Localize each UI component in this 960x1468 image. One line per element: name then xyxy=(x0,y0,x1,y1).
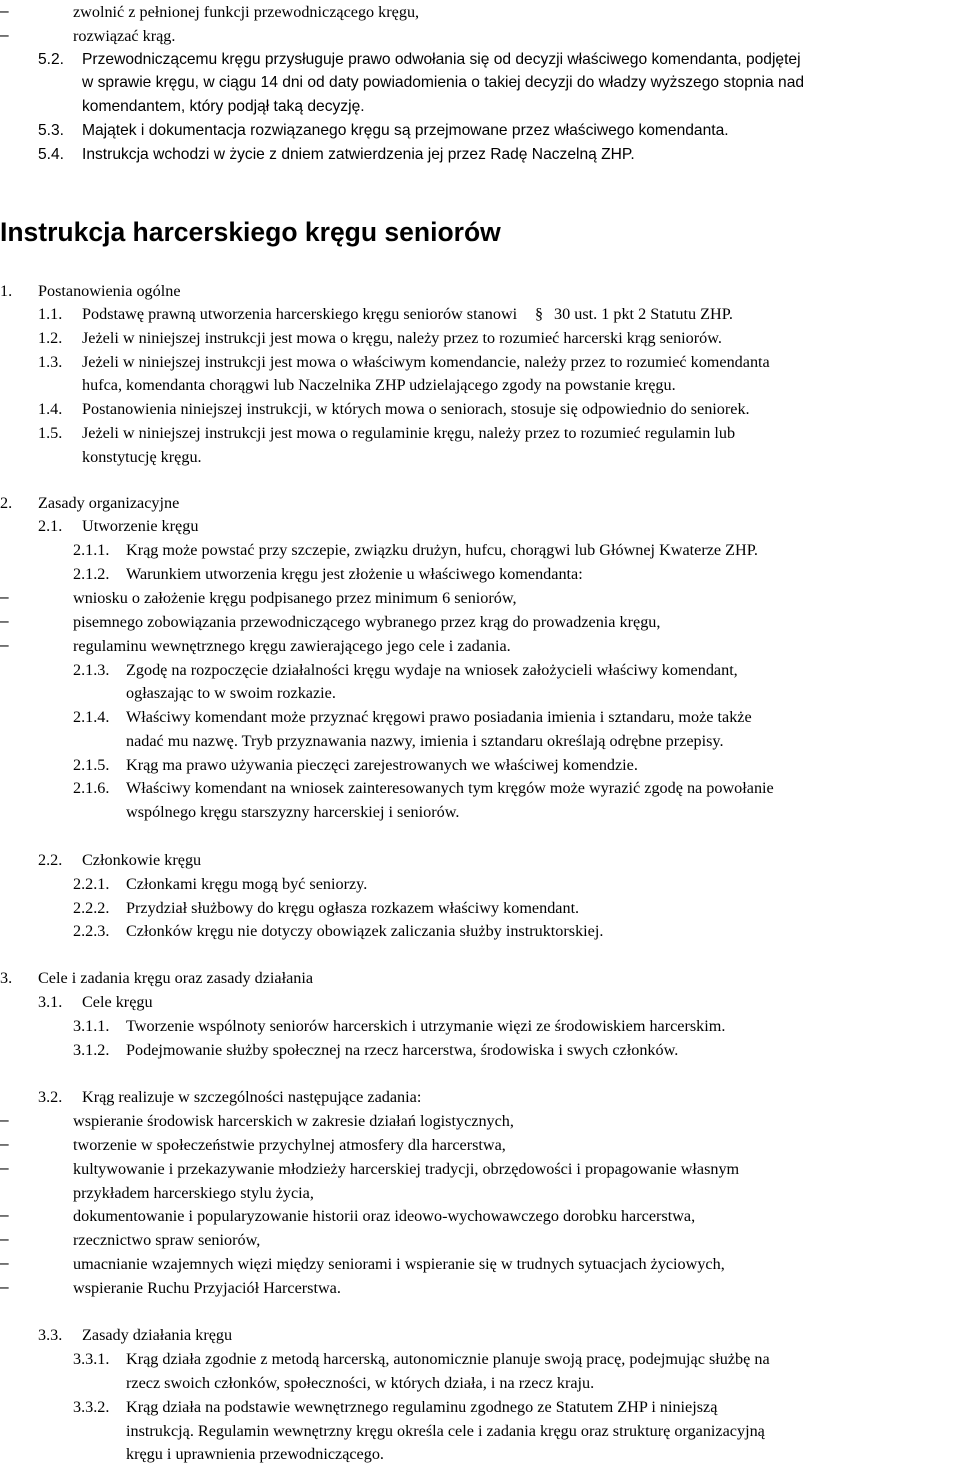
paragraph-1-2: 1.2. Jeżeli w niniejszej instrukcji jest mowa o kręgu, należy przez to rozumieć harcerski krąg seniorów. xyxy=(38,329,722,347)
paragraph-sign: § xyxy=(535,305,544,323)
paragraph-1-4: 1.4. Postanowienia niniejszej instrukcji, w których mowa o seniorach, stosuje się odpowiednio do seniorek. xyxy=(38,400,750,418)
dash-bullet: – xyxy=(0,27,9,44)
paragraph-number: 2.1.1. xyxy=(73,541,110,559)
paragraph-line: ogłaszając to w swoim rozkazie. xyxy=(126,684,336,702)
subsection-number: 3.2. xyxy=(38,1088,63,1106)
paragraph-number: 2.1.5. xyxy=(73,756,110,774)
paragraph-3-1-1: 3.1.1. Tworzenie wspólnoty seniorów harcerskich i utrzymanie więzi ze środowiskiem harcerskim. xyxy=(73,1017,726,1035)
dash-item: – kultywowanie i przekazywanie młodzieży harcerskiej tradycji, obrzędowości i propagowanie własnym xyxy=(0,1160,740,1178)
paragraph-2-1-3: 2.1.3. Zgodę na rozpoczęcie działalności kręgu wydaje na wniosek założycieli właściwy komendant, xyxy=(73,661,738,679)
paragraph-line: instrukcją. Regulamin wewnętrzny kręgu określa cele i zadania kręgu oraz strukturę organizacyjną xyxy=(126,1422,765,1440)
subsection-heading: 3.3. Zasady działania kręgu xyxy=(38,1326,233,1344)
dash-bullet: – xyxy=(0,613,9,630)
paragraph-number: 1.5. xyxy=(38,424,63,442)
paragraph-line: kręgu i uprawnienia przewodniczącego. xyxy=(126,1445,384,1463)
paragraph-1-5: 1.5. Jeżeli w niniejszej instrukcji jest mowa o regulaminie kręgu, należy przez to rozumieć regulamin lub xyxy=(38,424,736,442)
paragraph-line: nadać mu nazwę. Tryb przyznawania nazwy, imienia i sztandaru określają odrębne przepisy. xyxy=(126,732,724,750)
dash-item: – tworzenie w społeczeństwie przychylnej atmosfery dla harcerstwa, xyxy=(0,1136,506,1154)
dash-item: – umacnianie wzajemnych więzi między seniorami i wspieranie się w trudnych sytuacjach życiowych, xyxy=(0,1255,725,1273)
paragraph-line: konstytucję kręgu. xyxy=(82,448,202,466)
subsection-heading: 2.2. Członkowie kręgu xyxy=(38,851,202,869)
subsection-heading: 2.1. Utworzenie kręgu xyxy=(38,517,199,535)
paragraph-number: 1.4. xyxy=(38,400,63,418)
subsection-heading: 3.1. Cele kręgu xyxy=(38,993,153,1011)
dash-bullet: – xyxy=(0,1112,9,1129)
subsection-number: 3.3. xyxy=(38,1326,63,1344)
dash-item: – wspieranie Ruchu Przyjaciół Harcerstwa. xyxy=(0,1279,341,1297)
paragraph-3-3-2: 3.3.2. Krąg działa na podstawie wewnętrznego regulaminu zgodnego ze Statutem ZHP i niniejszą xyxy=(73,1398,718,1416)
dash-bullet: – xyxy=(0,1231,9,1248)
paragraph-number: 3.1.2. xyxy=(73,1041,110,1059)
dash-item: – wniosku o założenie kręgu podpisanego przez minimum 6 seniorów, xyxy=(0,589,517,607)
paragraph-number: 2.2.2. xyxy=(73,899,110,917)
paragraph-1-3: 1.3. Jeżeli w niniejszej instrukcji jest mowa o właściwym komendancie, należy przez to rozumieć komendanta xyxy=(38,353,770,371)
paragraph-number: 3.3.1. xyxy=(73,1350,110,1368)
paragraph-number: 5.4. xyxy=(38,146,65,163)
paragraph-number: 1.2. xyxy=(38,329,63,347)
dash-bullet: – xyxy=(0,1255,9,1272)
dash-bullet: – xyxy=(0,1207,9,1224)
paragraph-2-1-6: 2.1.6. Właściwy komendant na wniosek zainteresowanych tym kręgów może wyrazić zgodę na powołanie xyxy=(73,779,774,797)
section-heading: 2. Zasady organizacyjne xyxy=(0,494,180,512)
section-number: 2. xyxy=(0,494,13,512)
dash-bullet: – xyxy=(0,1136,9,1153)
paragraph-5-3: 5.3. Majątek i dokumentacja rozwiązanego kręgu są przejmowane przez właściwego komendanta. xyxy=(0,120,960,142)
paragraph-number: 3.1.1. xyxy=(73,1017,110,1035)
paragraph-number: 2.1.2. xyxy=(73,565,110,583)
section-heading: 3. Cele i zadania kręgu oraz zasady działania xyxy=(0,969,314,987)
subsection-number: 2.2. xyxy=(38,851,63,869)
dash-bullet: – xyxy=(0,589,9,606)
paragraph-line: w sprawie kręgu, w ciągu 14 dni od daty powiadomienia o takiej decyzji do władzy wyższego stopnia nad xyxy=(82,74,805,91)
paragraph-number: 2.1.3. xyxy=(73,661,110,679)
paragraph-5-2: 5.2. Przewodniczącemu kręgu przysługuje prawo odwołania się od decyzji właściwego komendanta, podjętej xyxy=(0,49,960,71)
dash-bullet: – xyxy=(0,1279,9,1296)
paragraph-number: 2.2.1. xyxy=(73,875,110,893)
paragraph-number: 2.2.3. xyxy=(73,922,110,940)
paragraph-number: 5.2. xyxy=(38,51,65,68)
dash-bullet: – xyxy=(0,637,9,654)
section-heading: 1. Postanowienia ogólne xyxy=(0,282,181,300)
paragraph-line: rzecz swoich członków, społeczności, w których działa, i na rzecz kraju. xyxy=(126,1374,595,1392)
section-number: 1. xyxy=(0,282,13,300)
paragraph-number: 1.3. xyxy=(38,353,63,371)
paragraph-2-2-1: 2.2.1. Członkami kręgu mogą być seniorzy. xyxy=(73,875,368,893)
dash-item: – pisemnego zobowiązania przewodniczącego wybranego przez krąg do prowadzenia kręgu, xyxy=(0,613,661,631)
paragraph-number: 1.1. xyxy=(38,305,63,323)
paragraph-5-4: 5.4. Instrukcja wchodzi w życie z dniem zatwierdzenia jej przez Radę Naczelną ZHP. xyxy=(0,144,960,166)
paragraph-1-1: 1.1. Podstawę prawną utworzenia harcerskiego kręgu seniorów stanowi § 30 ust. 1 pkt 2 Statutu ZHP. xyxy=(38,305,733,323)
dash-item: – wspieranie środowisk harcerskich w zakresie działań logistycznych, xyxy=(0,1112,514,1130)
paragraph-2-2-2: 2.2.2. Przydział służbowy do kręgu ogłasza rozkazem właściwy komendant. xyxy=(73,899,580,917)
paragraph-2-1-2: 2.1.2. Warunkiem utworzenia kręgu jest złożenie u właściwego komendanta: xyxy=(73,565,583,583)
paragraph-2-1-5: 2.1.5. Krąg ma prawo używania pieczęci zarejestrowanych we właściwej komendzie. xyxy=(73,756,638,774)
dash-item-continuation: przykładem harcerskiego stylu życia, xyxy=(73,1184,314,1202)
section-number: 3. xyxy=(0,969,13,987)
document-title: Instrukcja harcerskiego kręgu seniorów xyxy=(0,217,501,247)
subsection-heading: 3.2. Krąg realizuje w szczególności następujące zadania: xyxy=(38,1088,422,1106)
paragraph-number: 2.1.6. xyxy=(73,779,110,797)
paragraph-line: komendantem, który podjął taką decyzję. xyxy=(82,98,365,115)
dash-bullet: – xyxy=(0,1160,9,1177)
paragraph-2-1-4: 2.1.4. Właściwy komendant może przyznać kręgowi prawo posiadania imienia i sztandaru, może także xyxy=(73,708,752,726)
paragraph-number: 3.3.2. xyxy=(73,1398,110,1416)
dash-item: – dokumentowanie i popularyzowanie historii oraz ideowo-wychowawczego dorobku harcerstwa, xyxy=(0,1207,696,1225)
dash-bullet: – xyxy=(0,3,9,20)
dash-item: – rozwiązać krąg. xyxy=(0,27,176,45)
paragraph-line: hufca, komendanta chorągwi lub Naczelnika ZHP udzielającego zgody na powstanie kręgu. xyxy=(82,376,676,394)
paragraph-number: 2.1.4. xyxy=(73,708,110,726)
paragraph-3-3-1: 3.3.1. Krąg działa zgodnie z metodą harcerską, autonomicznie planuje swoją pracę, podejmując służbę na xyxy=(73,1350,770,1368)
dash-item: – zwolnić z pełnionej funkcji przewodniczącego kręgu, xyxy=(0,3,420,21)
dash-item: – regulaminu wewnętrznego kręgu zawierającego jego cele i zadania. xyxy=(0,637,511,655)
subsection-number: 3.1. xyxy=(38,993,63,1011)
dash-item: – rzecznictwo spraw seniorów, xyxy=(0,1231,261,1249)
paragraph-3-1-2: 3.1.2. Podejmowanie służby społecznej na rzecz harcerstwa, środowiska i swych członków. xyxy=(73,1041,679,1059)
paragraph-line: wspólnego kręgu starszyzny harcerskiej i seniorów. xyxy=(126,803,460,821)
paragraph-2-2-3: 2.2.3. Członków kręgu nie dotyczy obowiązek zaliczania służby instruktorskiej. xyxy=(73,922,604,940)
subsection-number: 2.1. xyxy=(38,517,63,535)
paragraph-2-1-1: 2.1.1. Krąg może powstać przy szczepie, związku drużyn, hufcu, chorągwi lub Głównej Kwaterze ZHP. xyxy=(73,541,758,559)
paragraph-number: 5.3. xyxy=(38,122,65,139)
